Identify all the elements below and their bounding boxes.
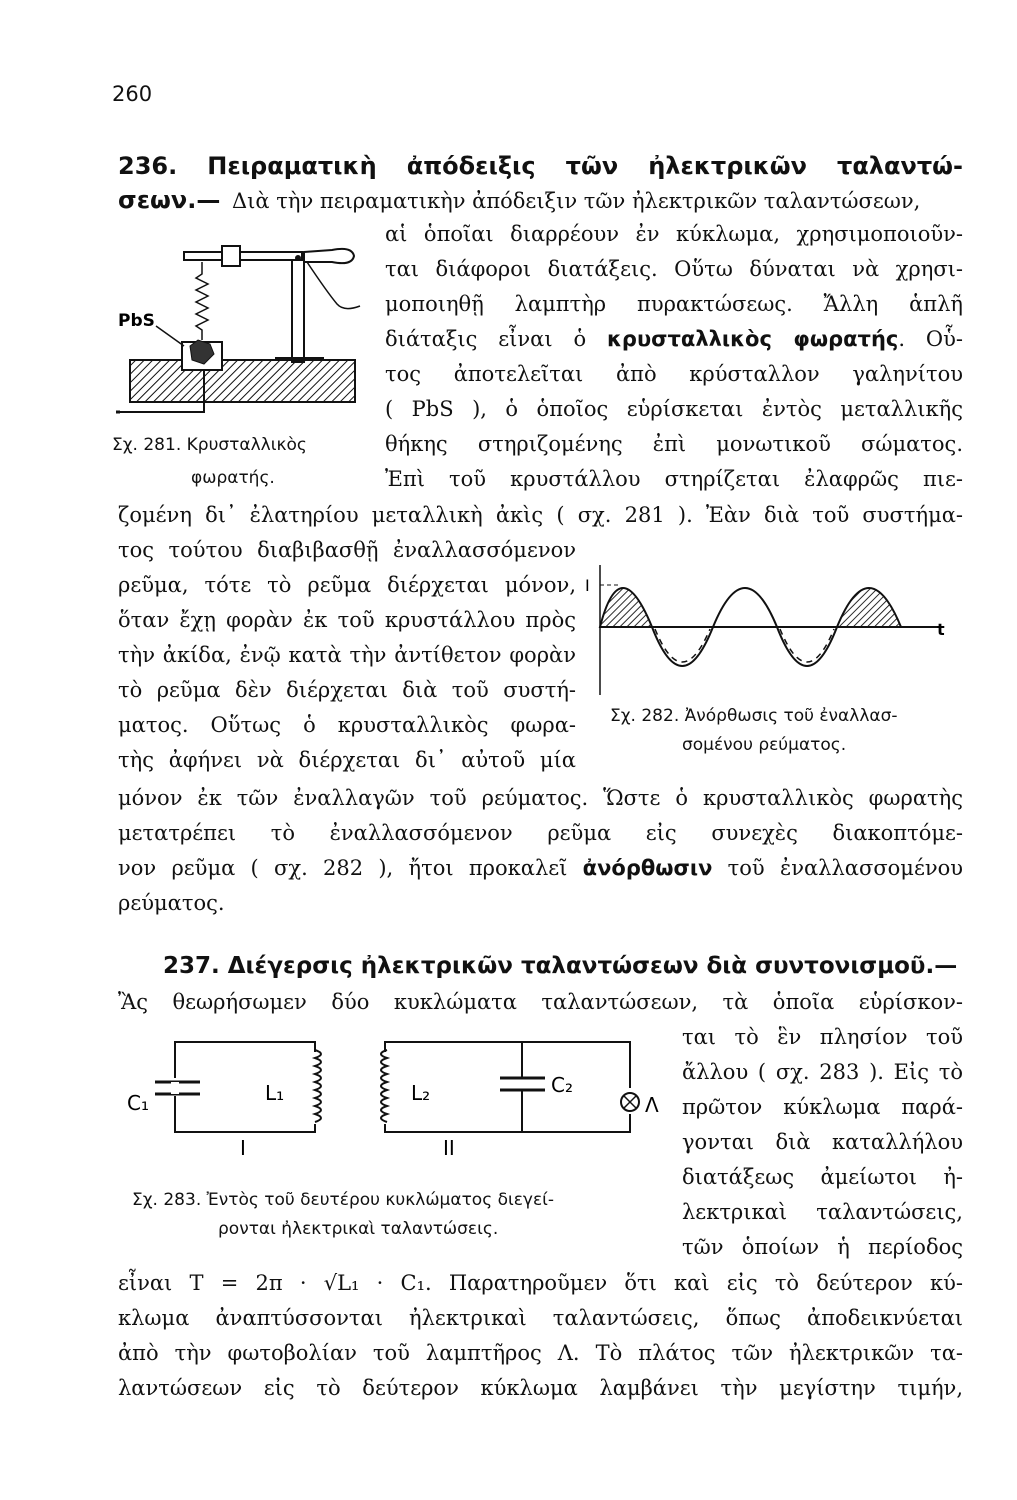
section-237-heading: 237. Διέγερσις ἠλεκτρικῶν ταλαντώσεων διὰ συντονισμοῦ.—: [163, 953, 958, 979]
bold-term: κρυσταλλικὸς φωρατής: [607, 327, 899, 351]
axis-label-i: I: [585, 576, 590, 595]
section-236-heading-cont: σεων.—: [118, 186, 221, 214]
text-span: διάταξις εἶναι ὁ: [385, 327, 587, 351]
label-c1: C₁: [127, 1091, 149, 1115]
text-line: ὅταν ἔχῃ φορὰν ἐκ τοῦ κρυστάλλου πρὸς: [118, 608, 576, 632]
figure-281-crystal-detector: [112, 222, 377, 447]
figure-282-caption: Σχ. 282. Ἀνόρθωσις τοῦ ἐναλλασ-: [610, 706, 898, 726]
text-span: τοῦ ἐναλλασσομένου: [727, 856, 964, 880]
text-line: τῶν ὁποίων ἡ περίοδος: [682, 1235, 963, 1259]
label-lambda: Λ: [645, 1093, 659, 1117]
figure-283-caption-cont: ρονται ἠλεκτρικαὶ ταλαντώσεις.: [218, 1219, 499, 1239]
text-line: τος ἀποτελεῖται ἀπὸ κρύσταλλον γαληνίτου: [385, 362, 963, 386]
label-circuit-i: I: [240, 1136, 246, 1160]
label-circuit-ii: II: [443, 1136, 455, 1160]
text-line: Ἂς θεωρήσωμεν δύο κυκλώματα ταλαντώσεων, τὰ ὁποῖα εὑρίσκον-: [118, 990, 963, 1014]
text-line: πρῶτον κύκλωμα παρά-: [682, 1095, 963, 1119]
text-line: μοποιηθῇ λαμπτὴρ πυρακτώσεως. Ἄλλη ἁπλῆ: [385, 292, 963, 316]
text-line: τὸ ρεῦμα δὲν διέρχεται διὰ τοῦ συστή-: [118, 678, 576, 702]
text-line: λεκτρικαὶ ταλαντώσεις,: [682, 1200, 963, 1224]
text-line: ἀπὸ τὴν φωτοβολίαν τοῦ λαμπτῆρος Λ. Τὸ πλάτος τῶν ἠλεκτρικῶν τα-: [118, 1341, 963, 1365]
section-236-heading: 236. Πειραματικὴ ἀπόδειξις τῶν ἠλεκτρικῶν ταλαντώ-: [118, 152, 963, 180]
page-number: 260: [112, 82, 153, 106]
text-line: λαντώσεων εἰς τὸ δεύτερον κύκλωμα λαμβάνει τὴν μεγίστην τιμήν,: [118, 1376, 963, 1400]
text-line: ρεῦμα, τότε τὸ ρεῦμα διέρχεται μόνον,: [118, 573, 576, 597]
text-span: νον ρεῦμα ( σχ. 282 ), ἤτοι προκαλεῖ: [118, 856, 568, 880]
text-line: τὴν ἀκίδα, ἐνῷ κατὰ τὴν ἀντίθετον φορὰν: [118, 643, 576, 667]
text-line: τος τούτου διαβιβασθῇ ἐναλλασσόμενον: [118, 538, 576, 562]
label-l1: L₁: [265, 1081, 285, 1105]
text-line: μετατρέπει τὸ ἐναλλασσόμενον ρεῦμα εἰς συνεχὲς διακοπτόμε-: [118, 821, 963, 845]
figure-282-caption-cont: σομένου ρεύματος.: [682, 735, 847, 755]
text-span: . Οὗ-: [898, 327, 963, 351]
text-line: θήκης στηριζομένης ἐπὶ μονωτικοῦ σώματος.: [385, 432, 963, 456]
text-line: γονται διὰ καταλλήλου: [682, 1130, 963, 1154]
figure-283-resonant-circuits: [115, 1030, 675, 1170]
text-line: μόνον ἐκ τῶν ἐναλλαγῶν τοῦ ρεύματος. Ὥστε ὁ κρυσταλλικὸς φωρατὴς: [118, 786, 963, 810]
label-l2: L₂: [411, 1081, 431, 1105]
text-line: ματος. Οὕτως ὁ κρυσταλλικὸς φωρα-: [118, 713, 576, 737]
text-line: εἶναι T = 2π · √L₁ · C₁. Παρατηροῦμεν ὅτι καὶ εἰς τὸ δεύτερον κύ-: [118, 1271, 963, 1295]
figure-283-caption: Σχ. 283. Ἐντὸς τοῦ δευτέρου κυκλώματος διεγεί-: [132, 1190, 555, 1210]
axis-label-t: t: [937, 620, 945, 639]
text-line: ται διάφοροι διατάξεις. Οὕτω δύναται νὰ χρησι-: [385, 257, 963, 281]
text-line: [118, 853, 963, 883]
label-c2: C₂: [551, 1073, 573, 1097]
text-line: κλωμα ἀναπτύσσονται ἠλεκτρικαὶ ταλαντώσεις, ὅπως ἀποδεικνύεται: [118, 1306, 963, 1330]
text-line: ται τὸ ἓν πλησίον τοῦ: [682, 1025, 963, 1049]
figure-281-caption-cont: φωρατής.: [191, 468, 275, 488]
text-line: ζομένη δι᾽ ἐλατηρίου μεταλλικὴ ἀκὶς ( σχ. 281 ). Ἐὰν διὰ τοῦ συστήμα-: [118, 503, 963, 527]
text-line: [385, 324, 963, 354]
text-line: ( PbS ), ὁ ὁποῖος εὑρίσκεται ἐντὸς μεταλλικῆς: [385, 397, 963, 421]
text-line: Ἐπὶ τοῦ κρυστάλλου στηρίζεται ἐλαφρῶς πιε-: [385, 467, 963, 491]
text-line: Διὰ τὴν πειραματικὴν ἀπόδειξιν τῶν ἠλεκτρικῶν ταλαντώσεων,: [232, 189, 921, 213]
text-line: ἄλλου ( σχ. 283 ). Εἰς τὸ: [682, 1060, 963, 1084]
label-pbs: PbS: [118, 311, 155, 331]
text-line: τὴς ἀφήνει νὰ διέρχεται δι᾽ αὐτοῦ μία: [118, 748, 576, 772]
text-line: διατάξεως ἀμείωτοι ἠ-: [682, 1165, 963, 1189]
figure-281-caption: Σχ. 281. Κρυσταλλικὸς: [112, 435, 307, 455]
figure-282-rectification: [585, 555, 960, 700]
bold-term: ἀνόρθωσιν: [582, 856, 713, 880]
text-line: ρεύματος.: [118, 891, 225, 915]
text-line: αἱ ὁποῖαι διαρρέουν ἐν κύκλωμα, χρησιμοποιοῦν-: [385, 222, 963, 246]
